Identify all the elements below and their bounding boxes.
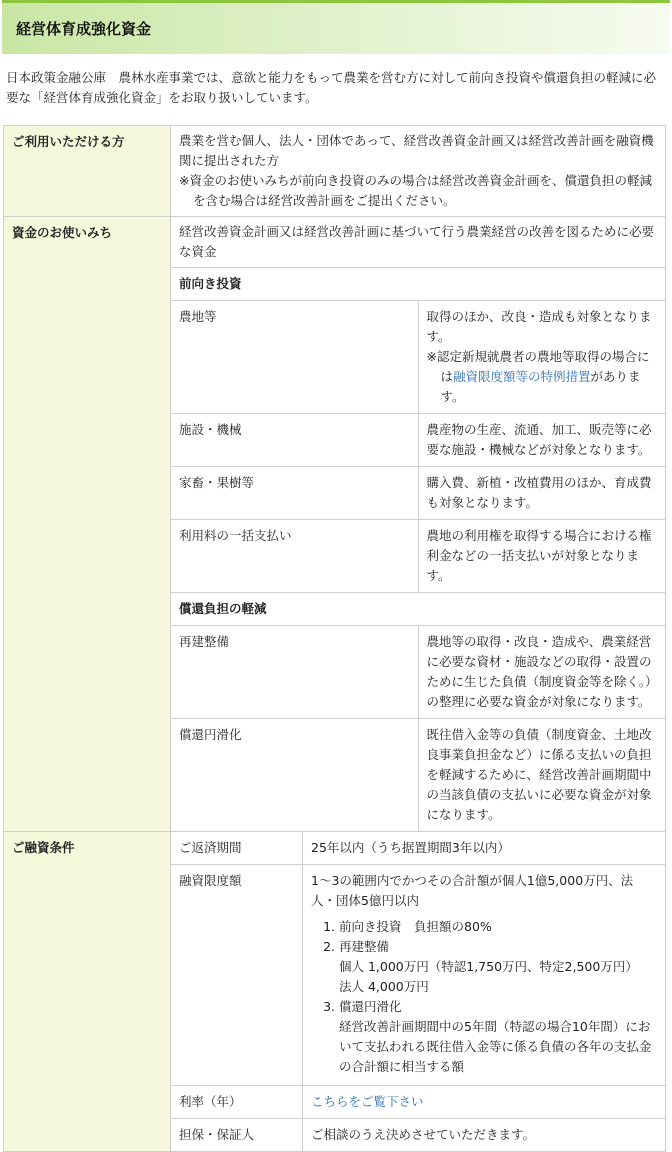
uses-text: 経営改善資金計画又は経営改善計画に基づいて行う農業経営の改善を図るために必要な資金 xyxy=(179,224,655,259)
use-desc: 取得のほか、改良・造成も対象となります。 xyxy=(426,309,652,344)
intro-text: 日本政策金融公庫 農林水産事業では、意欲と能力をもって農業を営む方に対して前向き投資や償還負担の軽減に必要な「経営体育成強化資金」をお取り扱いしています。 xyxy=(6,70,657,105)
list-item: 2. 再建整備 個人 1,000万円（特認1,750万円、特定2,500万円） 法人 4,000万円 xyxy=(339,937,657,997)
special-measures-link[interactable]: 融資限度額等の特例措置 xyxy=(453,369,591,384)
list-item: 3. 償還円滑化 経営改善計画期間中の5年間（特認の場合10年間）において支払われる既往借入金等に係る負債の各年の支払金の合計額に相当する額 xyxy=(339,997,657,1077)
use-row xyxy=(171,719,665,832)
list-item: 1. 前向き投資 負担額の80% xyxy=(339,917,657,937)
use-row xyxy=(171,414,665,467)
use-row xyxy=(171,626,665,719)
loan-info-table xyxy=(3,125,666,1152)
terms-label: ご融資条件 xyxy=(4,832,171,1152)
use-desc: 農地の利用権を取得する場合における権利金などの一括支払いが対象となります。 xyxy=(418,520,665,593)
farmland-special-note: ※認定新規就農者の農地等取得の場合には融資限度額等の特例措置があります。 xyxy=(426,349,650,404)
interest-rate-name: 利率（年） xyxy=(171,1086,303,1119)
repay-period-value: 25年以内（うち据置期間3年以内） xyxy=(303,832,666,865)
term-row xyxy=(171,1119,665,1152)
use-name: 農地等 xyxy=(171,301,418,414)
uses-subtable xyxy=(171,267,665,831)
repay-period-name: ご返済期間 xyxy=(171,832,303,865)
guarantee-name: 担保・保証人 xyxy=(171,1119,303,1152)
eligibility-row xyxy=(4,126,666,217)
use-name: 施設・機械 xyxy=(171,414,418,467)
term-row xyxy=(171,865,665,1086)
use-name: 償還円滑化 xyxy=(171,719,418,832)
use-row xyxy=(171,301,665,414)
forward-investment-heading: 前向き投資 xyxy=(171,268,665,301)
use-row xyxy=(171,467,665,520)
use-desc: 農地等の取得・改良・造成や、農業経営に必要な資材・施設などの取得・設置のために生じた負債（制度資金等を除く。）の整理に必要な資金が対象になります。 xyxy=(418,626,665,719)
page-title: 経営体育成強化資金 xyxy=(16,20,152,38)
use-desc: 農産物の生産、流通、加工、販売等に必要な施設・機械などが対象となります。 xyxy=(418,414,665,467)
page-header xyxy=(2,0,670,54)
guarantee-value: ご相談のうえ決めさせていただきます。 xyxy=(303,1119,666,1152)
use-desc: 既往借入金等の負債（制度資金、土地改良事業負担金など）に係る支払いの負担を軽減するために、経営改善計画期間中の当該負債の支払いに必要な資金が対象になります。 xyxy=(418,719,665,832)
interest-rate-link[interactable]: こちらをご覧下さい xyxy=(311,1094,424,1109)
eligibility-note: ※資金のお使いみちが前向き投資のみの場合は経営改善資金計画を、償還負担の軽減を含む場合は経営改善計画をご提出ください。 xyxy=(179,173,652,208)
eligibility-text: 農業を営む個人、法人・団体であって、経営改善資金計画又は経営改善計画を融資機関に提出された方 xyxy=(179,133,654,168)
term-row xyxy=(171,1086,665,1119)
terms-subtable xyxy=(171,831,665,1151)
loan-limit-list xyxy=(311,917,657,1077)
term-row xyxy=(171,832,665,865)
loan-limit-text: 1～3の範囲内でかつその合計額が個人1億5,000万円、法人・団体5億円以内 xyxy=(311,873,634,908)
uses-row xyxy=(4,217,666,832)
use-name: 再建整備 xyxy=(171,626,418,719)
use-desc: 購入費、新植・改植費用のほか、育成費も対象となります。 xyxy=(418,467,665,520)
repayment-relief-heading: 償還負担の軽減 xyxy=(171,593,665,626)
terms-row xyxy=(4,832,666,1152)
use-name: 利用料の一括支払い xyxy=(171,520,418,593)
uses-label: 資金のお使いみち xyxy=(4,217,171,832)
loan-limit-name: 融資限度額 xyxy=(171,865,303,1086)
eligibility-label: ご利用いただける方 xyxy=(4,126,171,217)
use-name: 家畜・果樹等 xyxy=(171,467,418,520)
use-row xyxy=(171,520,665,593)
